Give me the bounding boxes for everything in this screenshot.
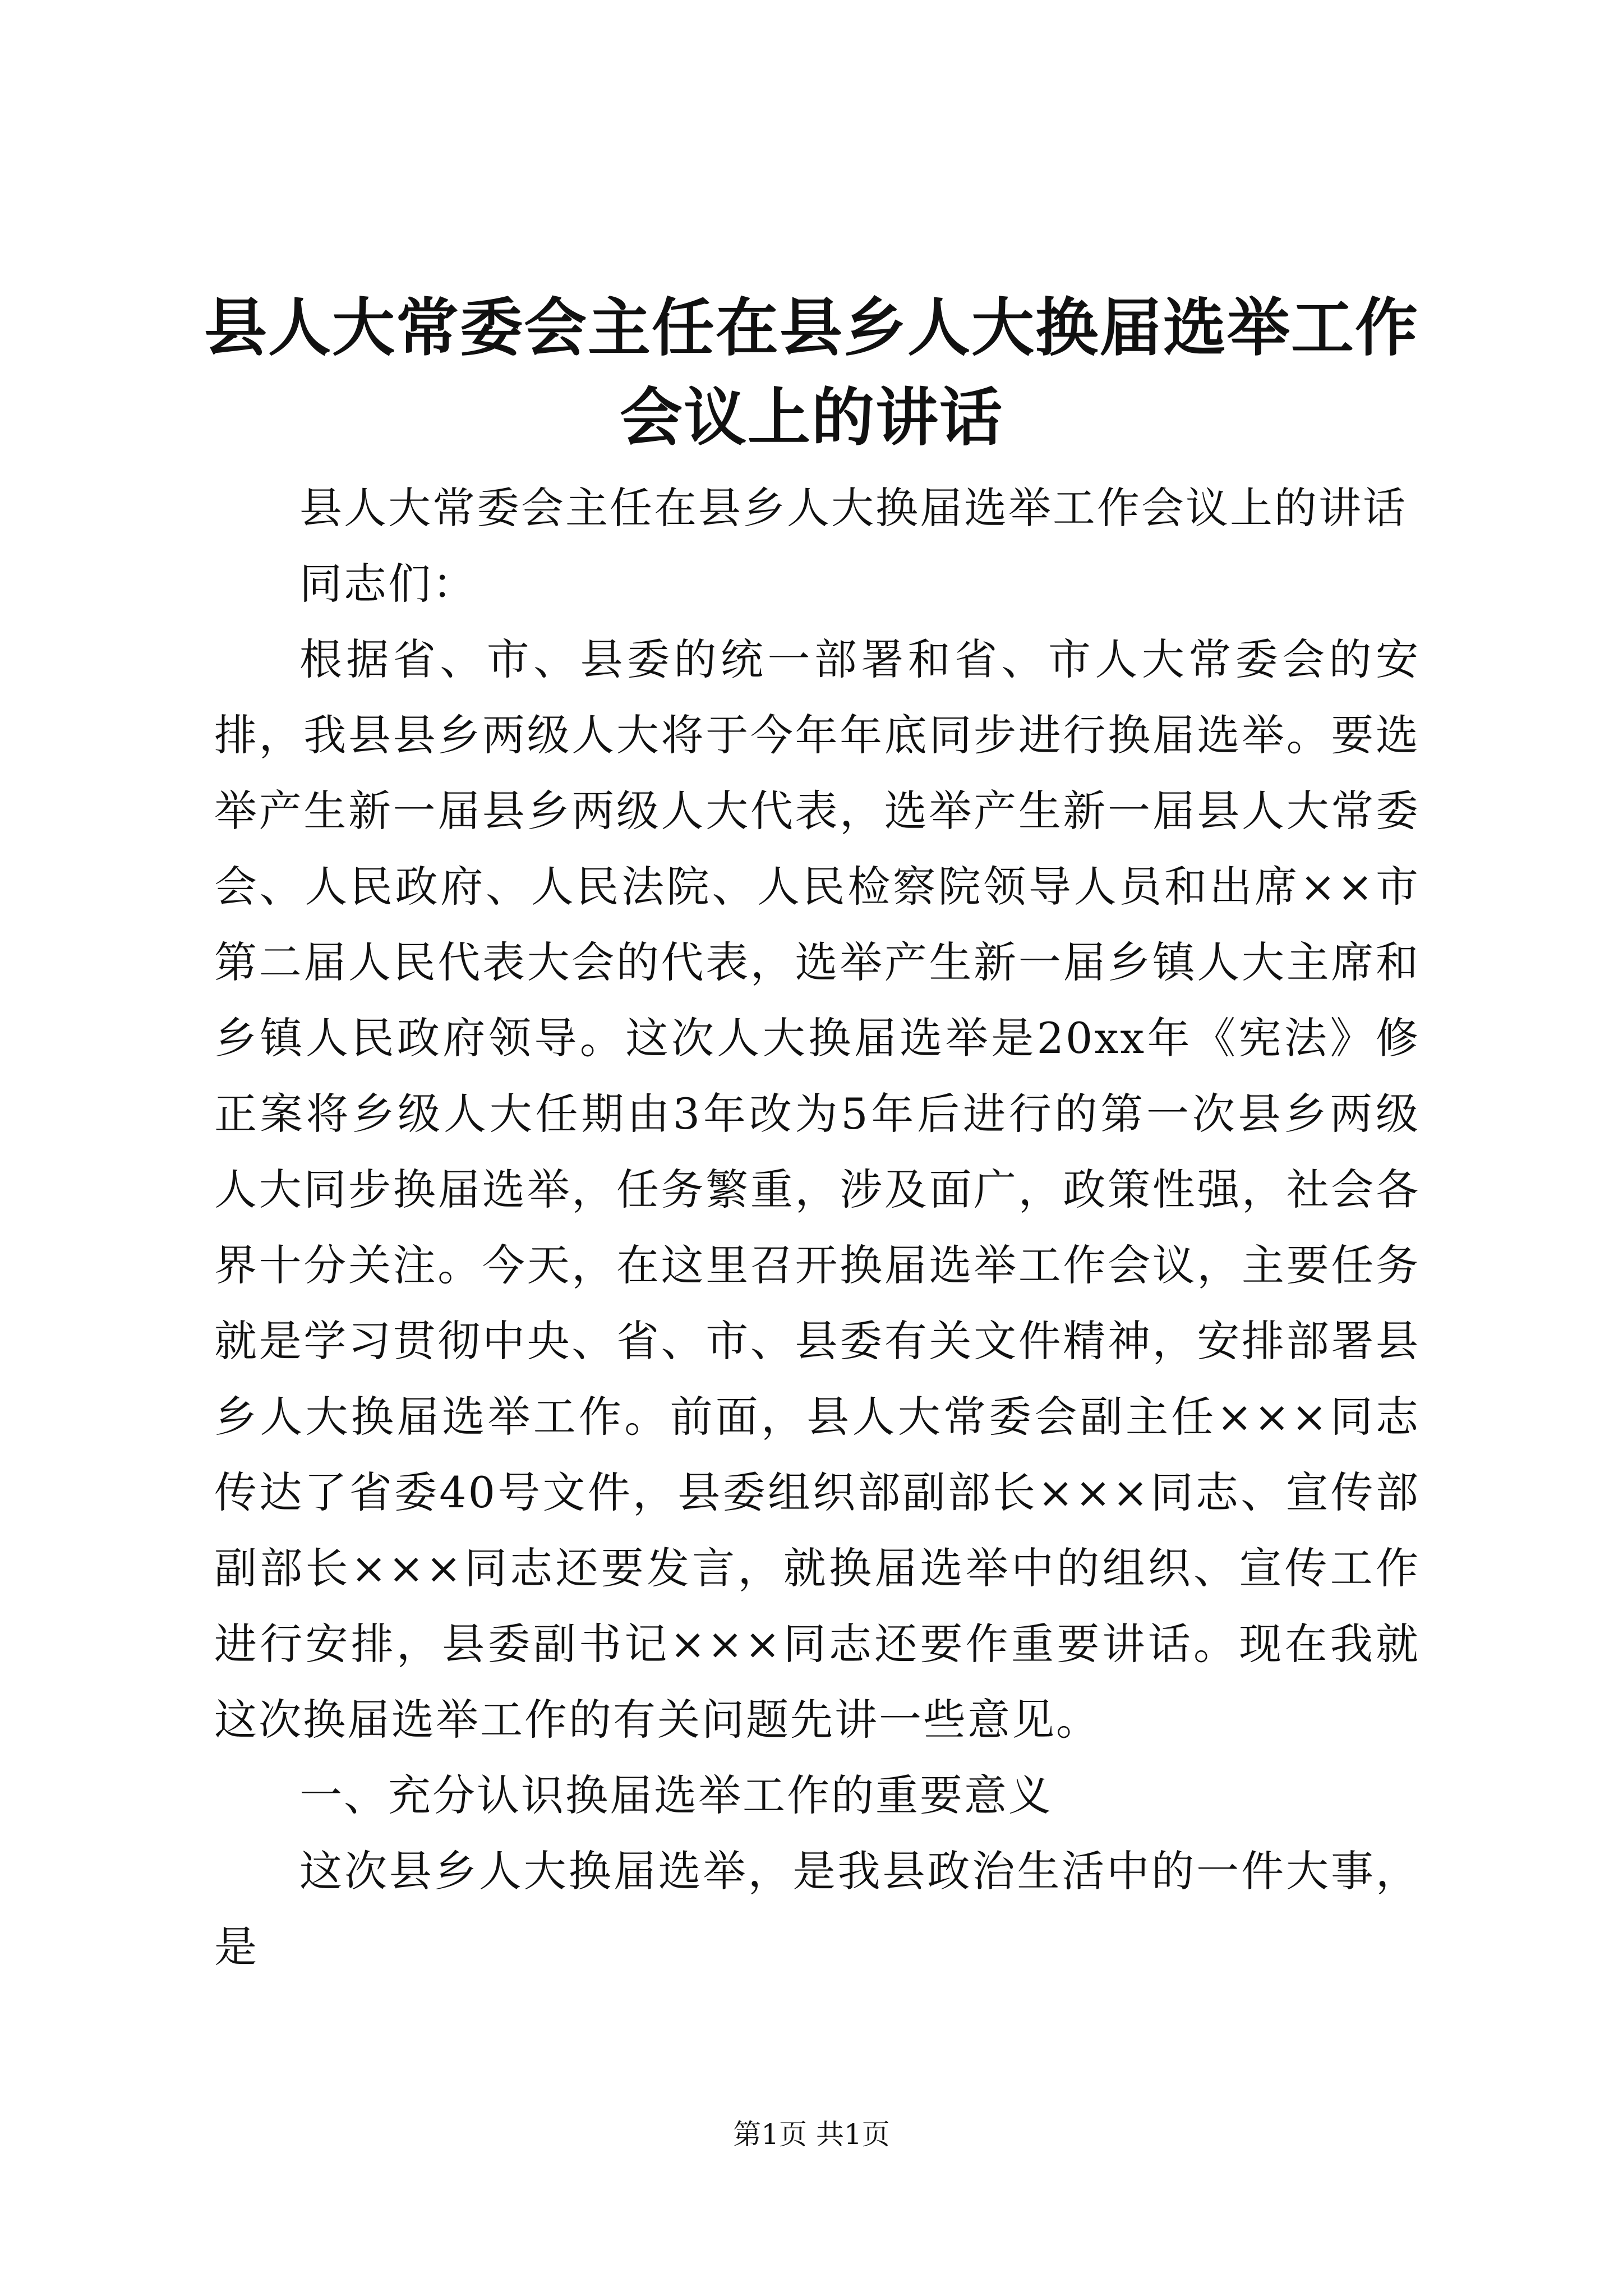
paragraph-section-1: 这次县乡人大换届选举，是我县政治生活中的一件大事，是 bbox=[214, 1846, 1420, 1972]
page-footer: 第1页 共1页 bbox=[733, 2118, 890, 2151]
section-heading-1: 一、充分认识换届选举工作的重要意义 bbox=[299, 1770, 1053, 1820]
document-title: 县人大常委会主任在县乡人大换届选举工作会议上的讲话 bbox=[204, 291, 1419, 454]
paragraph-subtitle: 县人大常委会主任在县乡人大换届选举工作会议上的讲话 bbox=[299, 483, 1407, 533]
paragraph-salutation: 同志们： bbox=[299, 559, 477, 609]
document-body bbox=[214, 470, 1420, 1985]
paragraph-intro: 根据省、市、县委的统一部署和省、市人大常委会的安排，我县县乡两级人大将于今年年底同步进行换届选举。要选举产生新一届县乡两级人大代表，选举产生新一届县人大常委会、人民政府、人民法院、人民检察院领导人员和出席××市第二届人民代表大会的代表，选举产生新一届乡镇人大主席和乡镇人民政府领导。这次人大换届选举是20xx年《宪法》修正案将乡级人大任期由3年改为5年后进行的第一次县乡两级人大同步换届选举，任务繁重，涉及面广，政策性强，社会各界十分关注。今天，在这里召开换届选举工作会议，主要任务就是学习贯彻中央、省、市、县委有关文件精神，安排部署县乡人大换届选举工作。前面，县人大常委会副主任×××同志传达了省委40号文件，县委组织部副部长×××同志、宣传部副部长×××同志还要发言，就换届选举中的组织、宣传工作进行安排，县委副书记×××同志还要作重要讲话。现在我就这次换届选举工作的有关问题先讲一些意见。 bbox=[214, 634, 1420, 1745]
